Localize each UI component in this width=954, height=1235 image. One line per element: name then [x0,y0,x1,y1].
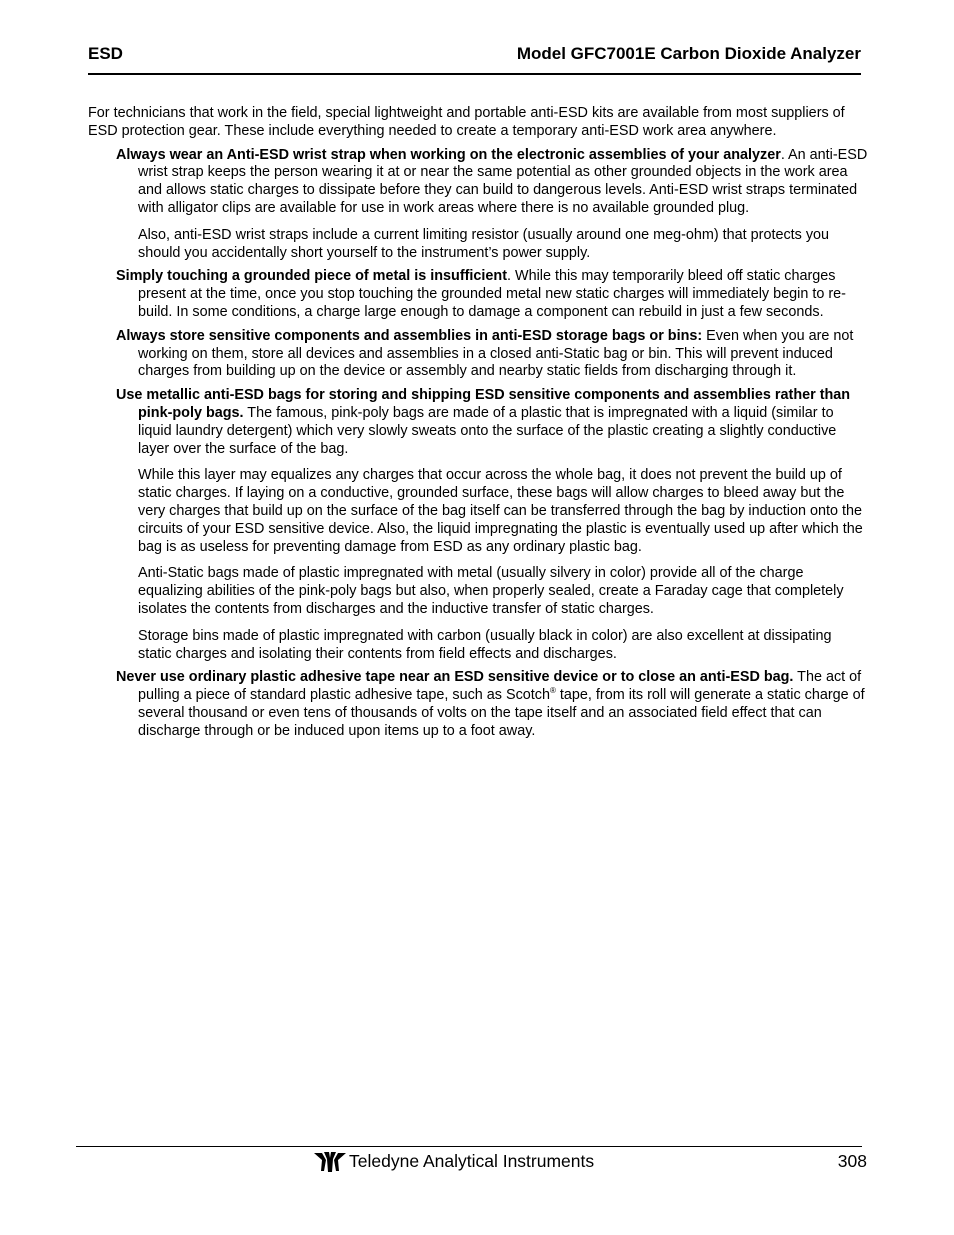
item-subparagraph: Also, anti-ESD wrist straps include a current limiting resistor (usually around one meg-ohm) that protects you should you accidentally short yourself to the instrument’s power supply. [138,226,830,261]
item-heading: Never use ordinary plastic adhesive tape near an ESD sensitive device or to close an anti-ESD bag. [116,669,794,686]
esd-item-storage [88,328,868,381]
registered-mark: ® [550,686,556,696]
page-content [88,105,868,747]
esd-item-adhesive-tape [88,669,868,740]
item-heading: Use metallic anti-ESD bags for storing and shipping ESD sensitive components and assemblies rather than pink-poly bags. [116,387,851,421]
item-text: . While this may temporarily bleed off static charges present at the time, once you stop touching the grounded metal new static charges will immediately begin to re-build. In some conditions, a charge large enough to damage a component can rebuild in just a few seconds. [138,268,846,320]
item-text: The famous, pink-poly bags are made of a plastic that is impregnated with a liquid (similar to liquid laundry detergent) which very slowly sweats onto the surface of the plastic creating a slightly conductive layer over the surface of the bag. [138,404,837,457]
item-subparagraph: Storage bins made of plastic impregnated with carbon (usually black in color) are also excellent at dissipating static charges and isolating their contents from field effects and discharges. [138,627,832,662]
item-text: The act of pulling a piece of standard plastic adhesive tape, such as Scotch [138,669,862,704]
page-footer [76,1150,867,1176]
item-heading: Always store sensitive components and assemblies in anti-ESD storage bags or bins: [116,327,703,344]
footer-divider [76,1146,862,1147]
footer-company: Teledyne Analytical Instruments [349,1151,595,1171]
page-header [88,44,861,68]
item-text: Even when you are not working on them, store all devices and assemblies in a closed anti-Static bag or bin. This will prevent induced charges from building up on the device or assembly and nearby static fields from discharging through it. [138,327,854,380]
item-subparagraph: While this layer may equalizes any charges that occur across the whole bag, it does not prevent the build up of static charges. If laying on a conductive, grounded surface, these bags will allow charges to bleed away but the very charges that build up on the surface of the bag itself can be transferred through the bag by induction onto the circuits of your ESD sensitive device. Also, the liquid impregnating the plastic is eventually used up after which the bag is as useless for preventing damage from ESD as any ordinary plastic bag. [138,467,863,555]
item-heading: Simply touching a grounded piece of metal is insufficient [116,268,507,285]
header-divider [88,73,861,75]
section-title: ESD [88,44,123,63]
esd-item-grounded-metal [88,268,868,321]
item-text: . An anti-ESD wrist strap keeps the person wearing it at or near the same potential as other grounded objects in the work area and allows static charges to dissipate before they can build to dangerous levels. Anti-ESD wrist straps terminated with alligator clips are available for use in work areas where there is no available grounded plug. [138,146,868,216]
item-text: tape, from its roll will generate a static charge of several thousand or even tens of thousands of volts on the tape itself and an associated field effect that can discharge through or be induced upon items up to a foot away. [138,687,865,739]
esd-item-wrist-strap [88,147,868,263]
intro-paragraph: For technicians that work in the field, special lightweight and portable anti-ESD kits are available from most suppliers of ESD protection gear. These include everything needed to create a temporary anti-ESD work area anywhere. [88,105,845,139]
document-title: Model GFC7001E Carbon Dioxide Analyzer [516,44,861,63]
esd-item-metallic-bags [88,387,868,663]
item-subparagraph: Anti-Static bags made of plastic impregnated with metal (usually silvery in color) provide all of the charge equalizing abilities of the pink-poly bags but also, when properly sealed, create a Faraday cage that completely isolates the contents from discharges and the inductive transfer of static charges. [138,565,844,617]
page-number: 308 [837,1151,867,1171]
teledyne-logo-icon [313,1151,347,1173]
item-heading: Always wear an Anti-ESD wrist strap when working on the electronic assemblies of your analyzer [116,146,781,163]
